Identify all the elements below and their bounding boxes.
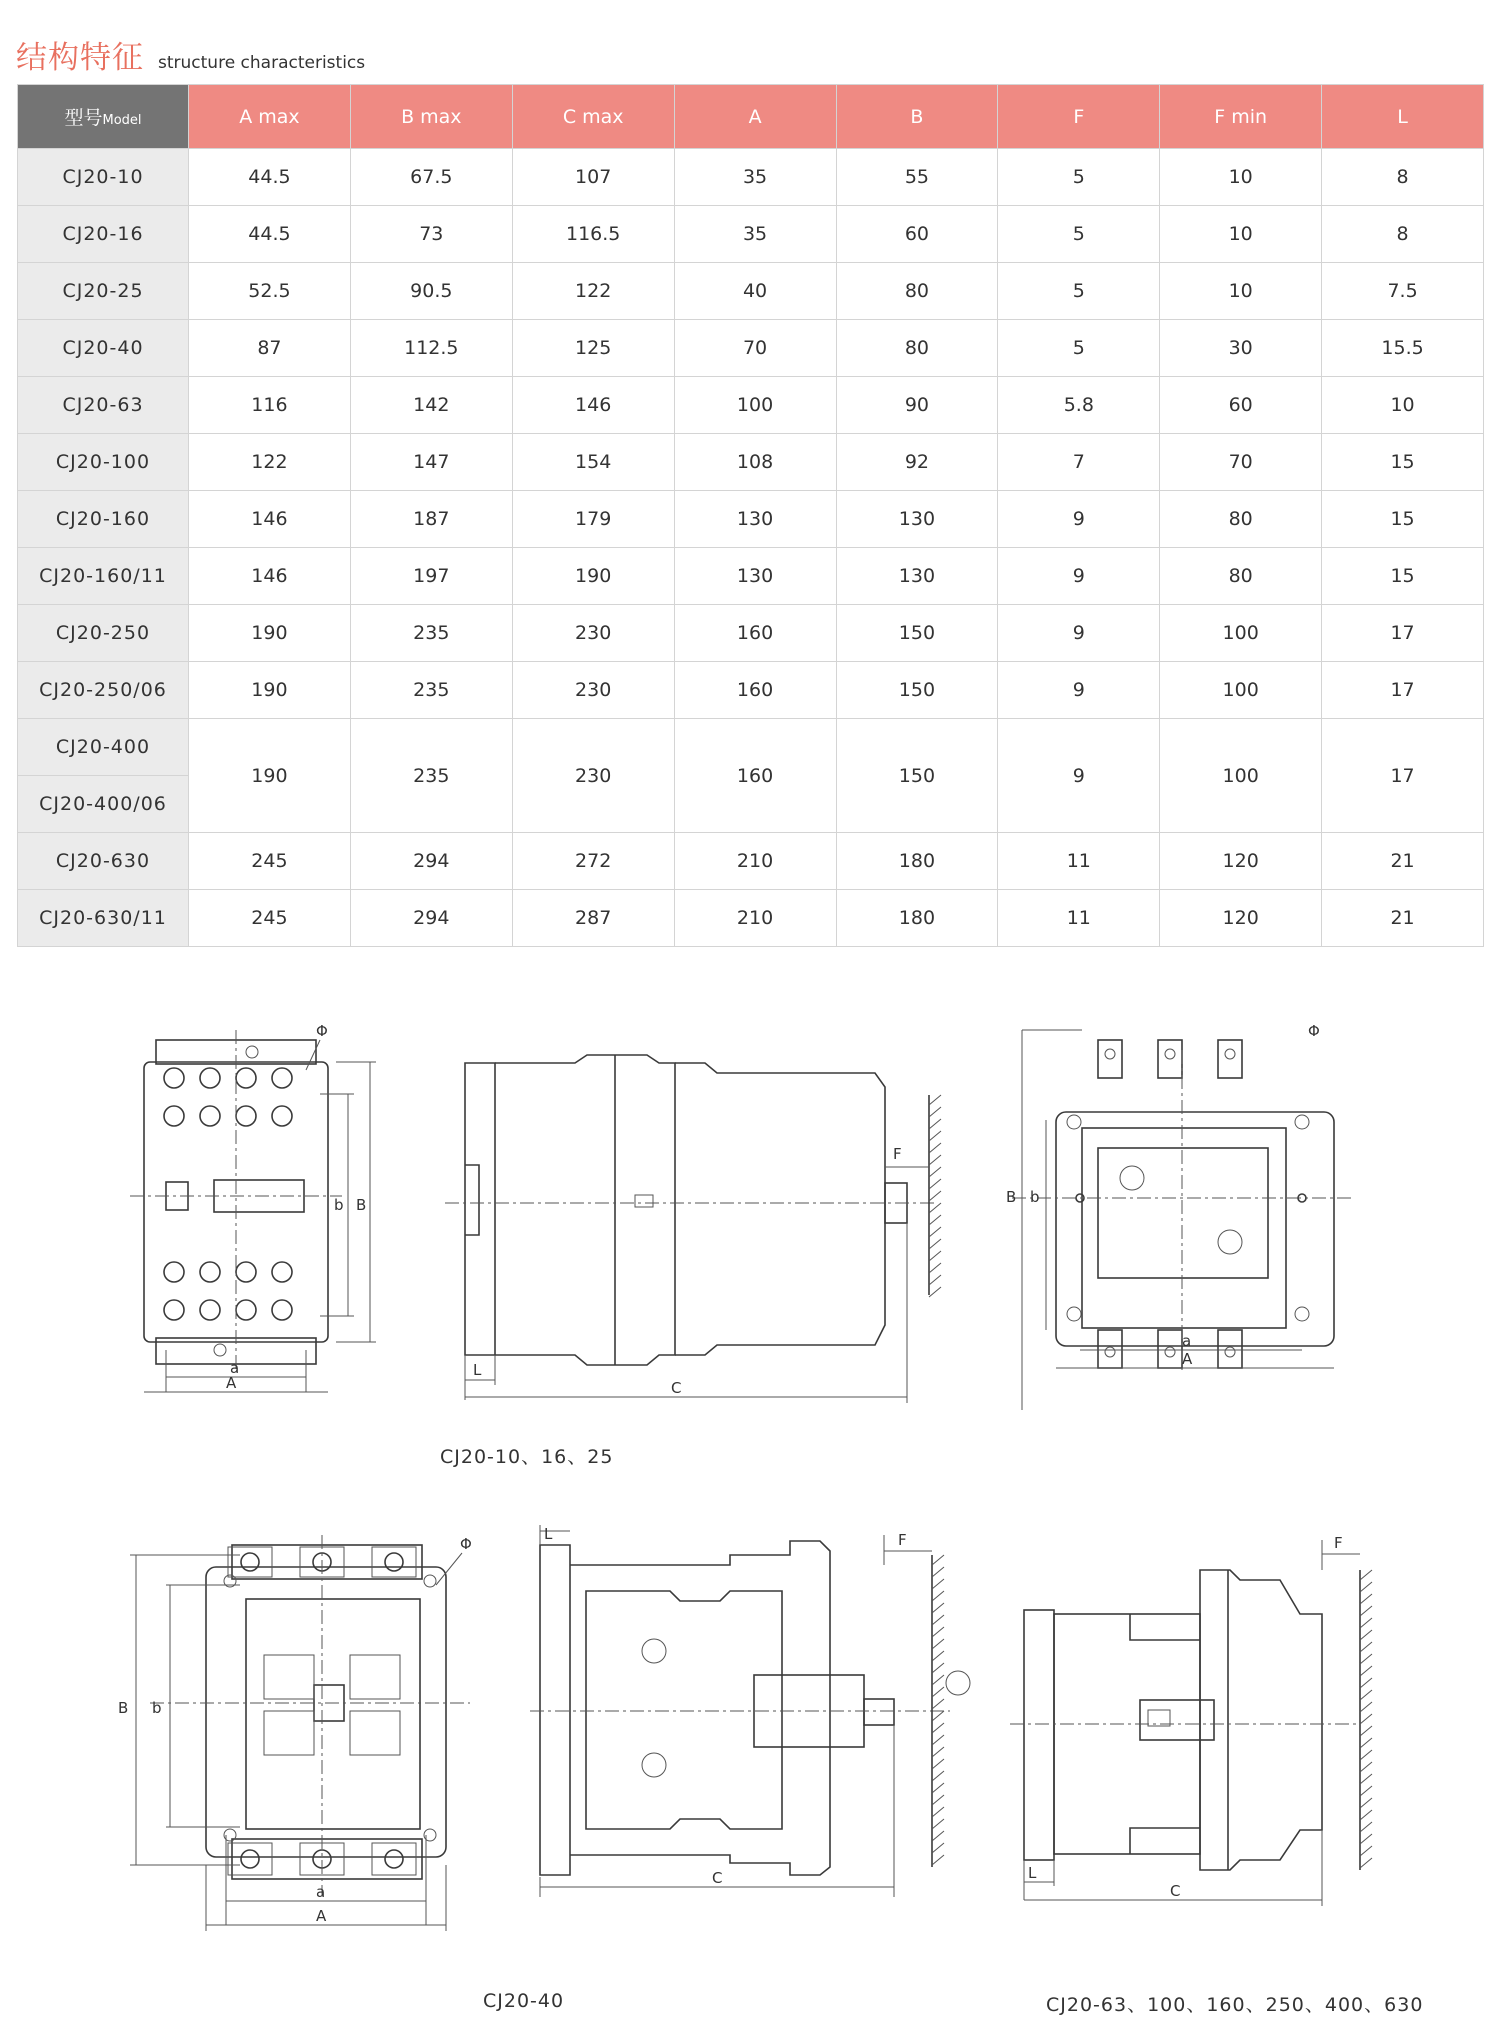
model-cell: CJ20-40: [18, 320, 189, 377]
wall-hatch: [932, 1591, 944, 1601]
spec-table: [17, 84, 1484, 947]
value-cell: 180: [836, 890, 998, 947]
wall-hatch: [1360, 1846, 1372, 1856]
wall-hatch: [932, 1627, 944, 1637]
value-cell: 15: [1322, 491, 1484, 548]
value-cell: 40: [674, 263, 836, 320]
header-col: B max: [350, 85, 512, 149]
wall-hatch: [1360, 1618, 1372, 1628]
dim-a-label-rear: a: [1182, 1332, 1192, 1350]
diagram-large-side: [1010, 1530, 1410, 1910]
value-cell: 5: [998, 149, 1160, 206]
value-cell: 35: [674, 149, 836, 206]
model-cell: CJ20-10: [18, 149, 189, 206]
terminal-screw-icon: [236, 1300, 256, 1320]
value-cell: 160: [674, 662, 836, 719]
value-cell: 5: [998, 263, 1160, 320]
value-cell: 235: [350, 719, 512, 833]
value-cell: 294: [350, 890, 512, 947]
dim-a-label-40: a: [316, 1883, 326, 1901]
value-cell: 107: [512, 149, 674, 206]
value-cell: 142: [350, 377, 512, 434]
wall-hatch: [932, 1555, 944, 1565]
value-cell: 125: [512, 320, 674, 377]
terminal-screw-icon: [385, 1850, 403, 1868]
model-cell: CJ20-16: [18, 206, 189, 263]
table-row: [18, 434, 1484, 491]
wall-hatch: [929, 1287, 941, 1297]
value-cell: 235: [350, 662, 512, 719]
value-cell: 147: [350, 434, 512, 491]
diagram-40-front: [110, 1535, 490, 1935]
terminal-screw-icon: [200, 1068, 220, 1088]
wall-hatch: [929, 1215, 941, 1225]
value-cell: 21: [1322, 833, 1484, 890]
terminal-screw-icon: [200, 1106, 220, 1126]
model-cell: CJ20-160/11: [18, 548, 189, 605]
section-title-cn: 结构特征: [16, 40, 144, 76]
value-cell: 90: [836, 377, 998, 434]
dim-C-label: C: [671, 1379, 682, 1397]
value-cell: 160: [674, 605, 836, 662]
wall-hatch: [932, 1615, 944, 1625]
lug-hole-icon: [1105, 1049, 1115, 1059]
value-cell: 150: [836, 719, 998, 833]
value-cell: 17: [1322, 605, 1484, 662]
wall-hatch: [1360, 1750, 1372, 1760]
value-cell: 294: [350, 833, 512, 890]
value-cell: 80: [836, 320, 998, 377]
wall-hatch: [1360, 1606, 1372, 1616]
value-cell: 11: [998, 890, 1160, 947]
table-row: [18, 320, 1484, 377]
terminal-screw-icon: [385, 1553, 403, 1571]
wall-hatch: [929, 1167, 941, 1177]
value-cell: 7: [998, 434, 1160, 491]
caption-group3: CJ20-63、100、160、250、400、630: [1046, 1994, 1424, 2016]
value-cell: 146: [189, 548, 351, 605]
model-cell: CJ20-160: [18, 491, 189, 548]
wall-hatch: [1360, 1690, 1372, 1700]
terminal-screw-icon: [164, 1068, 184, 1088]
header-model: [18, 85, 189, 149]
value-cell: 80: [1160, 491, 1322, 548]
wall-hatch: [932, 1735, 944, 1745]
value-cell: 44.5: [189, 149, 351, 206]
value-cell: 287: [512, 890, 674, 947]
dim-B-label: B: [356, 1196, 367, 1214]
value-cell: 230: [512, 605, 674, 662]
model-cell-line: CJ20-400/06: [18, 775, 188, 832]
value-cell: 190: [512, 548, 674, 605]
section-title-en: structure characteristics: [158, 53, 366, 73]
table-row: [18, 491, 1484, 548]
dim-L-label: L: [473, 1361, 482, 1379]
table-row: [18, 377, 1484, 434]
value-cell: 9: [998, 719, 1160, 833]
model-cell: CJ20-250: [18, 605, 189, 662]
value-cell: 146: [512, 377, 674, 434]
model-cell-line: CJ20-400: [55, 736, 151, 758]
diagram-40-side: [530, 1525, 970, 1905]
terminal-block: [228, 1843, 272, 1875]
value-cell: 92: [836, 434, 998, 491]
terminal-screw-icon: [236, 1068, 256, 1088]
wall-hatch: [1360, 1798, 1372, 1808]
value-cell: 67.5: [350, 149, 512, 206]
wall-hatch: [929, 1227, 941, 1237]
dim-B-label-rear: B: [1006, 1188, 1017, 1206]
value-cell: 17: [1322, 662, 1484, 719]
wall-hatch: [1360, 1714, 1372, 1724]
value-cell: 235: [350, 605, 512, 662]
model-cell: CJ20-630: [18, 833, 189, 890]
terminal-screw-icon: [164, 1262, 184, 1282]
value-cell: 190: [189, 719, 351, 833]
header-col: B: [836, 85, 998, 149]
value-cell: 122: [512, 263, 674, 320]
wall-hatch: [929, 1203, 941, 1213]
wall-hatch: [932, 1603, 944, 1613]
caption-group1: CJ20-10、16、25: [440, 1446, 614, 1468]
value-cell: 15: [1322, 548, 1484, 605]
dim-A-label: A: [226, 1374, 237, 1392]
value-cell: 120: [1160, 890, 1322, 947]
value-cell: 210: [674, 833, 836, 890]
wall-hatch: [932, 1675, 944, 1685]
value-cell: 11: [998, 833, 1160, 890]
mount-hole-icon: [1067, 1307, 1081, 1321]
wall-hatch: [932, 1639, 944, 1649]
value-cell: 245: [189, 833, 351, 890]
wall-hatch: [929, 1179, 941, 1189]
value-cell: 9: [998, 605, 1160, 662]
value-cell: 52.5: [189, 263, 351, 320]
value-cell: 10: [1160, 263, 1322, 320]
wall-hatch: [929, 1155, 941, 1165]
wall-hatch: [932, 1831, 944, 1841]
model-cell: CJ20-63: [18, 377, 189, 434]
dim-a-label: a: [230, 1359, 240, 1377]
value-cell: 112.5: [350, 320, 512, 377]
value-cell: 15: [1322, 434, 1484, 491]
wall-hatch: [1360, 1786, 1372, 1796]
wall-hatch: [932, 1783, 944, 1793]
terminal-screw-icon: [236, 1106, 256, 1126]
lug-bottom: [1218, 1330, 1242, 1368]
value-cell: 73: [350, 206, 512, 263]
value-cell: 70: [674, 320, 836, 377]
terminal-screw-icon: [236, 1262, 256, 1282]
mount-hole-icon: [1067, 1115, 1081, 1129]
value-cell: 9: [998, 662, 1160, 719]
model-cell: CJ20-250/06: [18, 662, 189, 719]
table-row: [18, 548, 1484, 605]
header-col: A max: [189, 85, 351, 149]
value-cell: 35: [674, 206, 836, 263]
header-model-cn: 型号: [64, 107, 103, 129]
value-cell: 108: [674, 434, 836, 491]
value-cell: 190: [189, 605, 351, 662]
wall-hatch: [929, 1263, 941, 1273]
lug-bottom: [1158, 1330, 1182, 1368]
value-cell: 8: [1322, 206, 1484, 263]
wall-hatch: [1360, 1678, 1372, 1688]
terminal-screw-icon: [272, 1300, 292, 1320]
header-col: F: [998, 85, 1160, 149]
wall-hatch: [929, 1119, 941, 1129]
dim-A-label-40: A: [316, 1907, 327, 1925]
table-row: [18, 890, 1484, 947]
mount-hole-icon: [424, 1575, 436, 1587]
caption-group2: CJ20-40: [483, 1990, 565, 2012]
wall-hatch: [932, 1819, 944, 1829]
value-cell: 15.5: [1322, 320, 1484, 377]
lug-hole-icon: [1165, 1049, 1175, 1059]
header-col: A: [674, 85, 836, 149]
wall-hatch: [929, 1143, 941, 1153]
wall-hatch: [929, 1095, 941, 1105]
value-cell: 5.8: [998, 377, 1160, 434]
value-cell: 21: [1322, 890, 1484, 947]
wall-hatch: [932, 1711, 944, 1721]
dim-b-label-rear: b: [1030, 1188, 1040, 1206]
value-cell: 180: [836, 833, 998, 890]
diagram-small-rear: [1006, 1022, 1362, 1420]
terminal-block: [372, 1547, 416, 1577]
value-cell: 100: [1160, 662, 1322, 719]
value-cell: 100: [674, 377, 836, 434]
value-cell: 130: [836, 491, 998, 548]
value-cell: 7.5: [1322, 263, 1484, 320]
diagram-small-side: [455, 1055, 945, 1407]
value-cell: 154: [512, 434, 674, 491]
value-cell: 8: [1322, 149, 1484, 206]
dim-phi-label-rear: Φ: [1308, 1022, 1320, 1040]
value-cell: 146: [189, 491, 351, 548]
terminal-block: [372, 1843, 416, 1875]
header-col: C max: [512, 85, 674, 149]
lug-hole-icon: [1225, 1049, 1235, 1059]
wall-hatch: [929, 1239, 941, 1249]
wall-hatch: [1360, 1630, 1372, 1640]
table-row: [18, 263, 1484, 320]
value-cell: 179: [512, 491, 674, 548]
model-cell: CJ20-25: [18, 263, 189, 320]
wall-hatch: [1360, 1738, 1372, 1748]
value-cell: 160: [674, 719, 836, 833]
terminal-screw-icon: [200, 1262, 220, 1282]
value-cell: 10: [1160, 206, 1322, 263]
diagram-small-front: [130, 1020, 390, 1395]
table-header-row: [18, 85, 1484, 149]
model-cell: CJ20-100: [18, 434, 189, 491]
wall-hatch: [929, 1131, 941, 1141]
dim-C-label-40: C: [712, 1869, 723, 1887]
value-cell: 190: [189, 662, 351, 719]
value-cell: 80: [836, 263, 998, 320]
wall-hatch: [932, 1651, 944, 1661]
value-cell: 197: [350, 548, 512, 605]
wall-hatch: [1360, 1702, 1372, 1712]
value-cell: 272: [512, 833, 674, 890]
wall-hatch: [932, 1567, 944, 1577]
wall-hatch: [1360, 1726, 1372, 1736]
wall-hatch: [1360, 1858, 1372, 1868]
dim-b-label: b: [334, 1196, 344, 1214]
value-cell: 10: [1160, 149, 1322, 206]
value-cell: 60: [836, 206, 998, 263]
wall-hatch: [1360, 1834, 1372, 1844]
value-cell: 130: [836, 548, 998, 605]
dim-C-label-large: C: [1170, 1882, 1181, 1900]
section-title: [16, 32, 365, 77]
wall-hatch: [1360, 1762, 1372, 1772]
wall-hatch: [1360, 1594, 1372, 1604]
table-row-merged: [18, 719, 1484, 833]
terminal-screw-icon: [272, 1262, 292, 1282]
mount-hole-icon: [1295, 1115, 1309, 1129]
wall-hatch: [932, 1771, 944, 1781]
table-row: [18, 662, 1484, 719]
value-cell: 230: [512, 719, 674, 833]
dim-phi-label: Φ: [316, 1022, 328, 1040]
value-cell: 130: [674, 548, 836, 605]
terminal-screw-icon: [272, 1068, 292, 1088]
wall-hatch: [929, 1251, 941, 1261]
wall-hatch: [932, 1663, 944, 1673]
value-cell: 55: [836, 149, 998, 206]
header-model-en: Model: [102, 113, 142, 128]
value-cell: 210: [674, 890, 836, 947]
value-cell: 5: [998, 206, 1160, 263]
model-cell-merged: [18, 719, 189, 833]
lug-hole-icon: [1225, 1347, 1235, 1357]
terminal-block: [228, 1547, 272, 1577]
value-cell: 5: [998, 320, 1160, 377]
wall-hatch: [929, 1107, 941, 1117]
wall-hatch: [932, 1843, 944, 1853]
terminal-screw-icon: [241, 1553, 259, 1571]
terminal-screw-icon: [241, 1850, 259, 1868]
wall-hatch: [1360, 1774, 1372, 1784]
dim-L-label-40: L: [544, 1525, 553, 1543]
value-cell: 130: [674, 491, 836, 548]
value-cell: 44.5: [189, 206, 351, 263]
value-cell: 245: [189, 890, 351, 947]
wall-hatch: [1360, 1654, 1372, 1664]
mount-hole-icon: [1295, 1307, 1309, 1321]
wall-hatch: [1360, 1642, 1372, 1652]
value-cell: 230: [512, 662, 674, 719]
value-cell: 100: [1160, 605, 1322, 662]
lug-bottom: [1098, 1330, 1122, 1368]
dim-F-label-40: F: [898, 1531, 907, 1549]
model-cell: CJ20-630/11: [18, 890, 189, 947]
terminal-screw-icon: [164, 1106, 184, 1126]
wall-hatch: [932, 1579, 944, 1589]
wall-hatch: [1360, 1810, 1372, 1820]
terminal-screw-icon: [164, 1300, 184, 1320]
header-col: L: [1322, 85, 1484, 149]
value-cell: 100: [1160, 719, 1322, 833]
terminal-screw-icon: [272, 1106, 292, 1126]
value-cell: 122: [189, 434, 351, 491]
wall-hatch: [1360, 1822, 1372, 1832]
value-cell: 116: [189, 377, 351, 434]
terminal-screw-icon: [200, 1300, 220, 1320]
wall-hatch: [932, 1747, 944, 1757]
value-cell: 116.5: [512, 206, 674, 263]
wall-hatch: [929, 1275, 941, 1285]
value-cell: 150: [836, 662, 998, 719]
header-col: F min: [1160, 85, 1322, 149]
value-cell: 187: [350, 491, 512, 548]
value-cell: 9: [998, 548, 1160, 605]
wall-hatch: [929, 1191, 941, 1201]
table-row: [18, 149, 1484, 206]
wall-hatch: [932, 1795, 944, 1805]
wall-hatch: [1360, 1570, 1372, 1580]
dim-A-label-rear: A: [1182, 1350, 1193, 1368]
wall-hatch: [932, 1723, 944, 1733]
dim-F-label-large: F: [1334, 1534, 1343, 1552]
value-cell: 150: [836, 605, 998, 662]
wall-hatch: [932, 1687, 944, 1697]
dim-B-label-40: B: [118, 1699, 129, 1717]
wall-hatch: [1360, 1666, 1372, 1676]
value-cell: 80: [1160, 548, 1322, 605]
dim-F-label: F: [893, 1145, 902, 1163]
wall-hatch: [932, 1759, 944, 1769]
value-cell: 10: [1322, 377, 1484, 434]
dim-b-label-40: b: [152, 1699, 162, 1717]
value-cell: 17: [1322, 719, 1484, 833]
wall-hatch: [932, 1807, 944, 1817]
value-cell: 120: [1160, 833, 1322, 890]
wall-hatch: [1360, 1582, 1372, 1592]
table-row: [18, 206, 1484, 263]
value-cell: 60: [1160, 377, 1322, 434]
value-cell: 70: [1160, 434, 1322, 491]
table-row: [18, 605, 1484, 662]
wall-hatch: [932, 1855, 944, 1865]
dim-phi-label-40: Φ: [460, 1535, 472, 1553]
dim-L-label-large: L: [1028, 1864, 1037, 1882]
lug-hole-icon: [1105, 1347, 1115, 1357]
wall-hatch: [932, 1699, 944, 1709]
lug-hole-icon: [1165, 1347, 1175, 1357]
value-cell: 9: [998, 491, 1160, 548]
table-row: [18, 833, 1484, 890]
value-cell: 87: [189, 320, 351, 377]
value-cell: 30: [1160, 320, 1322, 377]
value-cell: 90.5: [350, 263, 512, 320]
